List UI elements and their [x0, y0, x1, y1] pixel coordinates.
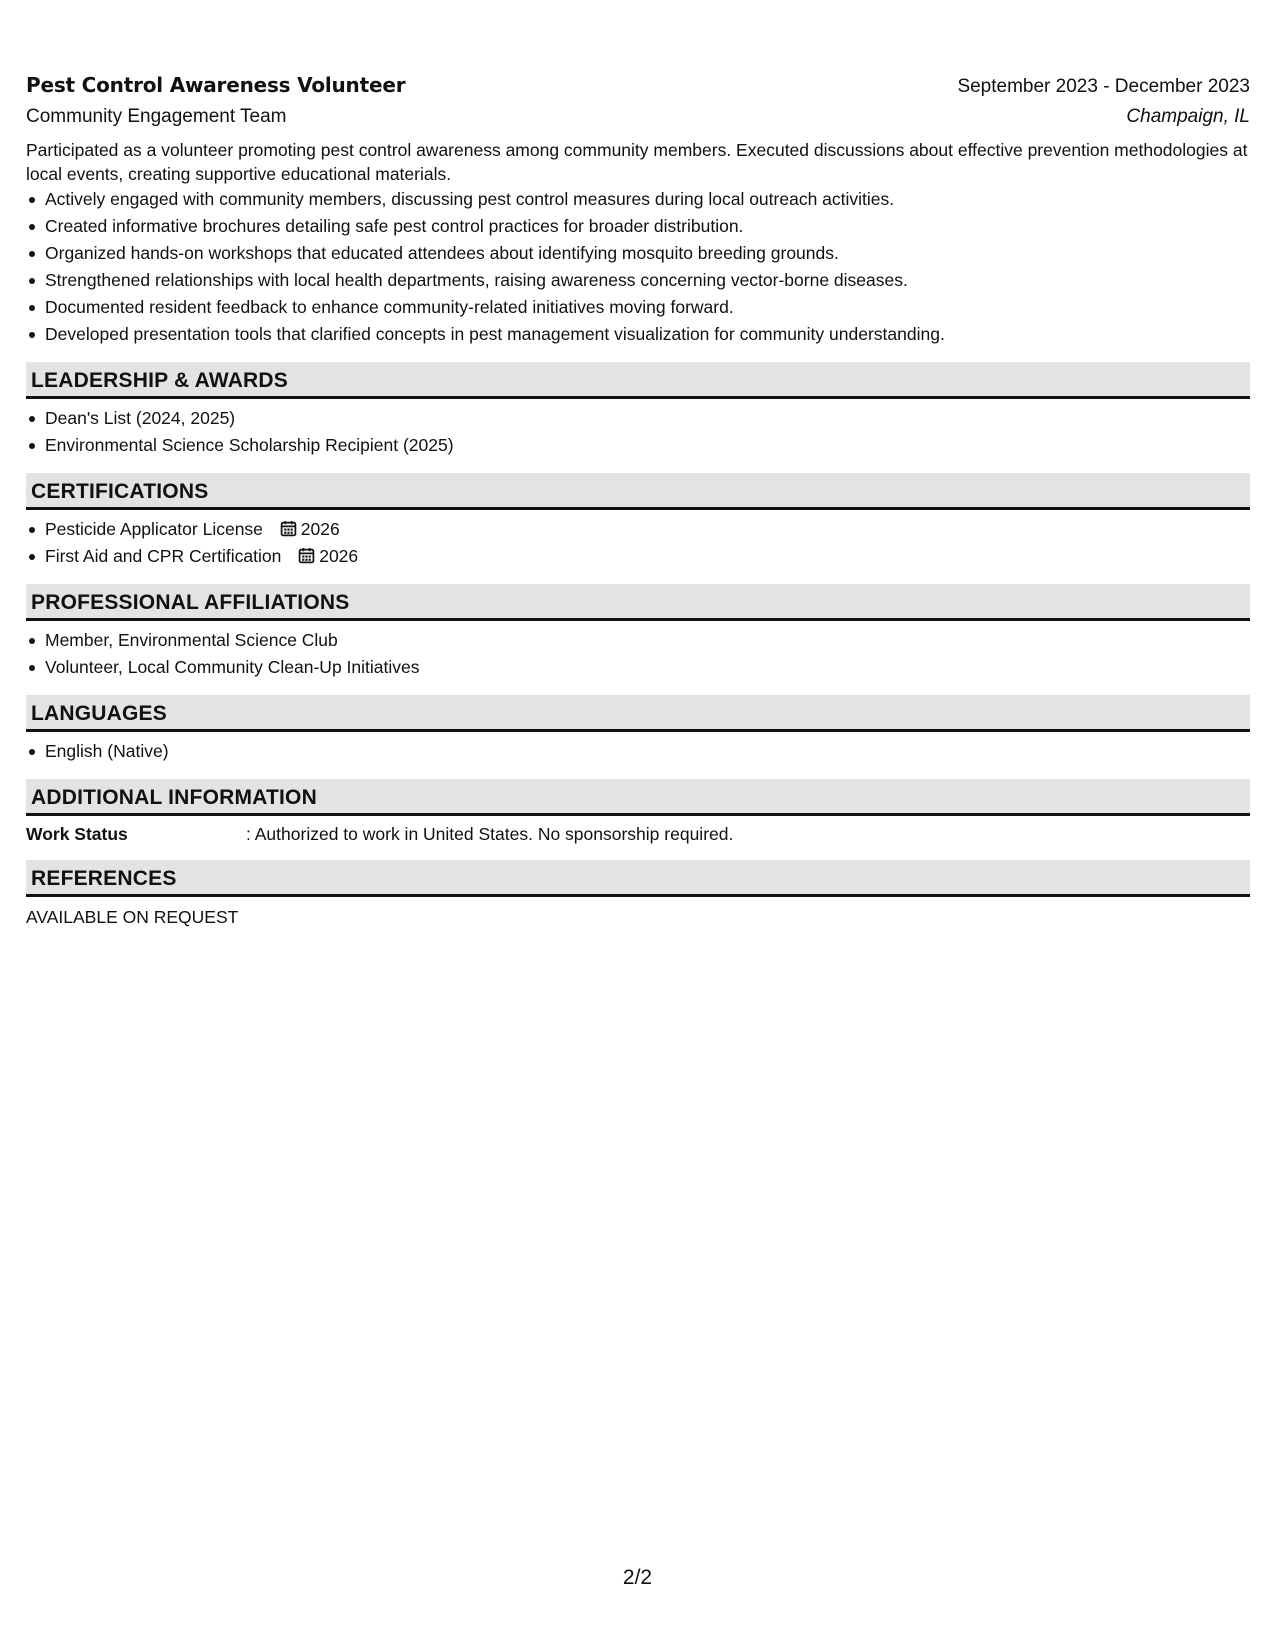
affiliations-list	[26, 627, 1250, 681]
languages-section	[26, 695, 1250, 765]
job-title: Pest Control Awareness Volunteer	[26, 73, 406, 97]
references-section	[26, 860, 1250, 929]
list-item: Created informative brochures detailing safe pest control practices for broader distribution.	[45, 213, 1250, 240]
section-heading: ADDITIONAL INFORMATION	[26, 779, 1250, 816]
section-heading: LEADERSHIP & AWARDS	[26, 362, 1250, 399]
experience-header	[26, 70, 1250, 102]
job-location: Champaign, IL	[1126, 106, 1250, 127]
job-organization: Community Engagement Team	[26, 106, 287, 127]
leadership-section	[26, 362, 1250, 459]
list-item: Dean's List (2024, 2025)	[45, 405, 1250, 432]
list-item	[45, 516, 1250, 543]
work-status-row	[26, 822, 1250, 846]
languages-list	[26, 738, 1250, 765]
references-text: AVAILABLE ON REQUEST	[26, 907, 239, 927]
calendar-icon	[280, 520, 297, 537]
list-item: Organized hands-on workshops that educated attendees about identifying mosquito breeding grounds.	[45, 240, 1250, 267]
work-status-label: Work Status	[26, 824, 128, 844]
experience-entry	[26, 70, 1250, 348]
additional-info-section	[26, 779, 1250, 846]
calendar-icon	[298, 547, 315, 564]
list-item: Developed presentation tools that clarified concepts in pest management visualization for community understanding.	[45, 321, 1250, 348]
experience-subheader	[26, 102, 1250, 132]
list-item: English (Native)	[45, 738, 1250, 765]
list-item	[45, 543, 1250, 570]
section-heading: CERTIFICATIONS	[26, 473, 1250, 510]
list-item: Documented resident feedback to enhance community-related initiatives moving forward.	[45, 294, 1250, 321]
list-item: Volunteer, Local Community Clean-Up Initiatives	[45, 654, 1250, 681]
list-item: Member, Environmental Science Club	[45, 627, 1250, 654]
page-number: 2/2	[622, 1566, 653, 1589]
list-item: Actively engaged with community members, discussing pest control measures during local outreach activities.	[45, 186, 1250, 213]
certification-name: Pesticide Applicator License	[45, 519, 263, 539]
work-status-value: : Authorized to work in United States. No sponsorship required.	[246, 824, 734, 844]
job-summary: Participated as a volunteer promoting pest control awareness among community members. Executed discussions about effective prevention methodologies at local events, creating supportive educational materials.	[26, 140, 1248, 184]
certifications-section	[26, 473, 1250, 570]
section-heading: PROFESSIONAL AFFILIATIONS	[26, 584, 1250, 621]
list-item: Environmental Science Scholarship Recipient (2025)	[45, 432, 1250, 459]
affiliations-section	[26, 584, 1250, 681]
section-heading: LANGUAGES	[26, 695, 1250, 732]
leadership-list	[26, 405, 1250, 459]
certifications-list	[26, 516, 1250, 570]
resume-page	[26, 70, 1250, 929]
list-item: Strengthened relationships with local health departments, raising awareness concerning vector-borne diseases.	[45, 267, 1250, 294]
section-heading: REFERENCES	[26, 860, 1250, 897]
certification-name: First Aid and CPR Certification	[45, 546, 282, 566]
job-dates: September 2023 - December 2023	[957, 76, 1250, 97]
certification-year: 2026	[319, 546, 359, 566]
experience-bullets	[26, 186, 1250, 348]
certification-year: 2026	[300, 519, 340, 539]
